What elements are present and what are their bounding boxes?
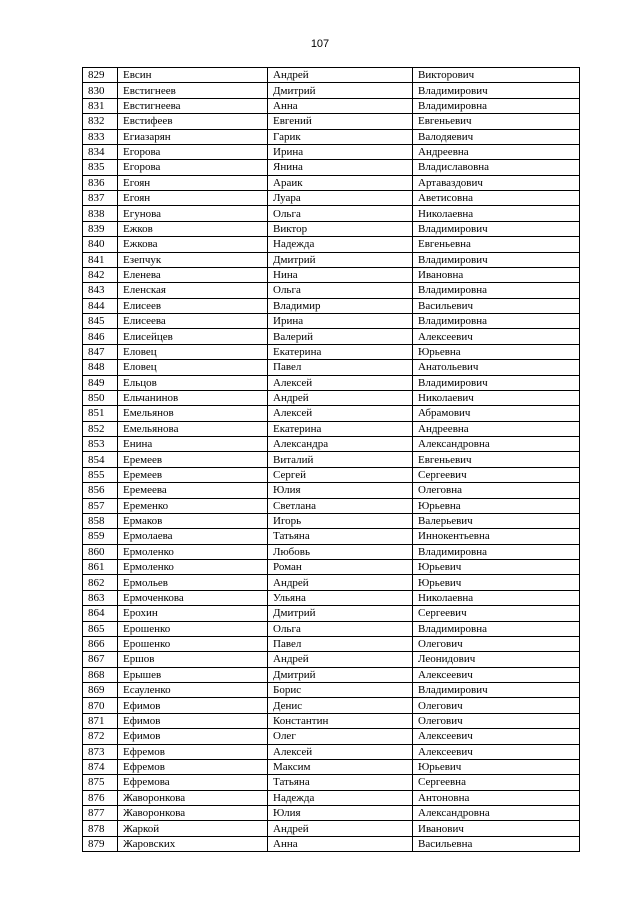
row-number-cell: 859 — [83, 529, 118, 544]
patronymic-cell: Владимирович — [413, 252, 580, 267]
row-number-cell: 832 — [83, 114, 118, 129]
last-name-cell: Егоян — [118, 175, 268, 190]
table-row — [83, 221, 580, 236]
row-number-cell: 865 — [83, 621, 118, 636]
table-row — [83, 360, 580, 375]
table-row — [83, 575, 580, 590]
row-number-cell: 862 — [83, 575, 118, 590]
patronymic-cell: Юрьевич — [413, 759, 580, 774]
patronymic-cell: Олеговна — [413, 483, 580, 498]
row-number-cell: 845 — [83, 314, 118, 329]
patronymic-cell: Владимировна — [413, 621, 580, 636]
row-number-cell: 852 — [83, 421, 118, 436]
last-name-cell: Елисеев — [118, 298, 268, 313]
first-name-cell: Евгений — [268, 114, 413, 129]
first-name-cell: Александра — [268, 437, 413, 452]
patronymic-cell: Артаваздович — [413, 175, 580, 190]
last-name-cell: Езепчук — [118, 252, 268, 267]
last-name-cell: Еловец — [118, 360, 268, 375]
table-row — [83, 252, 580, 267]
patronymic-cell: Ивановна — [413, 267, 580, 282]
table-row — [83, 452, 580, 467]
first-name-cell: Константин — [268, 713, 413, 728]
first-name-cell: Валерий — [268, 329, 413, 344]
last-name-cell: Еремеева — [118, 483, 268, 498]
patronymic-cell: Алексеевич — [413, 729, 580, 744]
last-name-cell: Есауленко — [118, 683, 268, 698]
row-number-cell: 873 — [83, 744, 118, 759]
first-name-cell: Татьяна — [268, 529, 413, 544]
last-name-cell: Ефремов — [118, 744, 268, 759]
table-row — [83, 544, 580, 559]
first-name-cell: Ирина — [268, 144, 413, 159]
patronymic-cell: Владимирович — [413, 375, 580, 390]
last-name-cell: Ермолаева — [118, 529, 268, 544]
patronymic-cell: Владимирович — [413, 221, 580, 236]
last-name-cell: Ермаков — [118, 513, 268, 528]
roster-table — [82, 67, 580, 852]
table-row — [83, 329, 580, 344]
first-name-cell: Владимир — [268, 298, 413, 313]
last-name-cell: Ерышев — [118, 667, 268, 682]
table-row — [83, 483, 580, 498]
first-name-cell: Павел — [268, 360, 413, 375]
last-name-cell: Ежкова — [118, 237, 268, 252]
last-name-cell: Ефимов — [118, 713, 268, 728]
last-name-cell: Ерохин — [118, 606, 268, 621]
patronymic-cell: Сергеевич — [413, 467, 580, 482]
last-name-cell: Енина — [118, 437, 268, 452]
row-number-cell: 843 — [83, 283, 118, 298]
patronymic-cell: Иванович — [413, 821, 580, 836]
first-name-cell: Алексей — [268, 375, 413, 390]
table-row — [83, 114, 580, 129]
table-row — [83, 698, 580, 713]
row-number-cell: 831 — [83, 98, 118, 113]
row-number-cell: 853 — [83, 437, 118, 452]
table-row — [83, 406, 580, 421]
patronymic-cell: Владимировна — [413, 98, 580, 113]
last-name-cell: Ермоленко — [118, 544, 268, 559]
patronymic-cell: Юрьевна — [413, 344, 580, 359]
last-name-cell: Ермольев — [118, 575, 268, 590]
patronymic-cell: Николаевна — [413, 206, 580, 221]
last-name-cell: Еленева — [118, 267, 268, 282]
first-name-cell: Ольга — [268, 621, 413, 636]
patronymic-cell: Леонидович — [413, 652, 580, 667]
patronymic-cell: Иннокентьевна — [413, 529, 580, 544]
table-row — [83, 129, 580, 144]
table-row — [83, 652, 580, 667]
row-number-cell: 876 — [83, 790, 118, 805]
patronymic-cell: Алексеевич — [413, 744, 580, 759]
table-row — [83, 729, 580, 744]
row-number-cell: 874 — [83, 759, 118, 774]
first-name-cell: Любовь — [268, 544, 413, 559]
last-name-cell: Емельянова — [118, 421, 268, 436]
patronymic-cell: Александровна — [413, 806, 580, 821]
last-name-cell: Жаворонкова — [118, 806, 268, 821]
table-row — [83, 98, 580, 113]
table-row — [83, 529, 580, 544]
table-row — [83, 175, 580, 190]
row-number-cell: 838 — [83, 206, 118, 221]
patronymic-cell: Евгеньевич — [413, 452, 580, 467]
table-row — [83, 160, 580, 175]
patronymic-cell: Алексеевич — [413, 667, 580, 682]
last-name-cell: Егоян — [118, 191, 268, 206]
last-name-cell: Егорова — [118, 160, 268, 175]
first-name-cell: Гарик — [268, 129, 413, 144]
last-name-cell: Еремеев — [118, 467, 268, 482]
row-number-cell: 868 — [83, 667, 118, 682]
table-row — [83, 390, 580, 405]
row-number-cell: 863 — [83, 590, 118, 605]
table-row — [83, 790, 580, 805]
table-row — [83, 467, 580, 482]
last-name-cell: Ефремов — [118, 759, 268, 774]
first-name-cell: Ирина — [268, 314, 413, 329]
patronymic-cell: Сергеевна — [413, 775, 580, 790]
table-row — [83, 606, 580, 621]
table-row — [83, 513, 580, 528]
first-name-cell: Виктор — [268, 221, 413, 236]
first-name-cell: Алексей — [268, 406, 413, 421]
first-name-cell: Игорь — [268, 513, 413, 528]
first-name-cell: Араик — [268, 175, 413, 190]
first-name-cell: Луара — [268, 191, 413, 206]
table-row — [83, 775, 580, 790]
row-number-cell: 851 — [83, 406, 118, 421]
first-name-cell: Дмитрий — [268, 606, 413, 621]
last-name-cell: Евсин — [118, 68, 268, 83]
patronymic-cell: Александровна — [413, 437, 580, 452]
last-name-cell: Ерошенко — [118, 636, 268, 651]
patronymic-cell: Андреевна — [413, 144, 580, 159]
patronymic-cell: Васильевна — [413, 836, 580, 851]
row-number-cell: 871 — [83, 713, 118, 728]
row-number-cell: 839 — [83, 221, 118, 236]
table-row — [83, 821, 580, 836]
first-name-cell: Ольга — [268, 206, 413, 221]
first-name-cell: Юлия — [268, 806, 413, 821]
last-name-cell: Емельянов — [118, 406, 268, 421]
first-name-cell: Ульяна — [268, 590, 413, 605]
table-row — [83, 759, 580, 774]
row-number-cell: 870 — [83, 698, 118, 713]
last-name-cell: Жаркой — [118, 821, 268, 836]
first-name-cell: Екатерина — [268, 421, 413, 436]
row-number-cell: 835 — [83, 160, 118, 175]
patronymic-cell: Алексеевич — [413, 329, 580, 344]
first-name-cell: Ольга — [268, 283, 413, 298]
patronymic-cell: Николаевна — [413, 590, 580, 605]
last-name-cell: Еленская — [118, 283, 268, 298]
first-name-cell: Максим — [268, 759, 413, 774]
last-name-cell: Еременко — [118, 498, 268, 513]
row-number-cell: 861 — [83, 560, 118, 575]
page-number: 107 — [310, 38, 330, 50]
first-name-cell: Олег — [268, 729, 413, 744]
row-number-cell: 830 — [83, 83, 118, 98]
row-number-cell: 855 — [83, 467, 118, 482]
patronymic-cell: Андреевна — [413, 421, 580, 436]
last-name-cell: Егунова — [118, 206, 268, 221]
patronymic-cell: Владиславовна — [413, 160, 580, 175]
row-number-cell: 879 — [83, 836, 118, 851]
row-number-cell: 854 — [83, 452, 118, 467]
patronymic-cell: Владимирович — [413, 683, 580, 698]
row-number-cell: 864 — [83, 606, 118, 621]
table-row — [83, 744, 580, 759]
row-number-cell: 846 — [83, 329, 118, 344]
patronymic-cell: Васильевич — [413, 298, 580, 313]
patronymic-cell: Юрьевич — [413, 560, 580, 575]
last-name-cell: Елисейцев — [118, 329, 268, 344]
patronymic-cell: Юрьевич — [413, 575, 580, 590]
patronymic-cell: Сергеевич — [413, 606, 580, 621]
patronymic-cell: Валерьевич — [413, 513, 580, 528]
table-row — [83, 806, 580, 821]
last-name-cell: Ельчанинов — [118, 390, 268, 405]
row-number-cell: 842 — [83, 267, 118, 282]
last-name-cell: Ефимов — [118, 698, 268, 713]
patronymic-cell: Олегович — [413, 713, 580, 728]
row-number-cell: 875 — [83, 775, 118, 790]
first-name-cell: Надежда — [268, 237, 413, 252]
first-name-cell: Татьяна — [268, 775, 413, 790]
first-name-cell: Роман — [268, 560, 413, 575]
row-number-cell: 829 — [83, 68, 118, 83]
first-name-cell: Павел — [268, 636, 413, 651]
row-number-cell: 833 — [83, 129, 118, 144]
patronymic-cell: Владимировна — [413, 544, 580, 559]
first-name-cell: Анна — [268, 98, 413, 113]
row-number-cell: 850 — [83, 390, 118, 405]
first-name-cell: Андрей — [268, 821, 413, 836]
table-row — [83, 683, 580, 698]
row-number-cell: 867 — [83, 652, 118, 667]
patronymic-cell: Антоновна — [413, 790, 580, 805]
row-number-cell: 844 — [83, 298, 118, 313]
table-row — [83, 83, 580, 98]
last-name-cell: Ефимов — [118, 729, 268, 744]
first-name-cell: Нина — [268, 267, 413, 282]
row-number-cell: 848 — [83, 360, 118, 375]
last-name-cell: Ермоленко — [118, 560, 268, 575]
patronymic-cell: Викторович — [413, 68, 580, 83]
table-row — [83, 636, 580, 651]
first-name-cell: Дмитрий — [268, 667, 413, 682]
patronymic-cell: Валодяевич — [413, 129, 580, 144]
table-row — [83, 421, 580, 436]
last-name-cell: Евстифеев — [118, 114, 268, 129]
patronymic-cell: Абрамович — [413, 406, 580, 421]
row-number-cell: 847 — [83, 344, 118, 359]
first-name-cell: Юлия — [268, 483, 413, 498]
row-number-cell: 840 — [83, 237, 118, 252]
patronymic-cell: Олегович — [413, 698, 580, 713]
last-name-cell: Ерошенко — [118, 621, 268, 636]
table-row — [83, 437, 580, 452]
row-number-cell: 877 — [83, 806, 118, 821]
last-name-cell: Ефремова — [118, 775, 268, 790]
table-row — [83, 144, 580, 159]
table-row — [83, 590, 580, 605]
patronymic-cell: Николаевич — [413, 390, 580, 405]
first-name-cell: Андрей — [268, 575, 413, 590]
first-name-cell: Борис — [268, 683, 413, 698]
row-number-cell: 841 — [83, 252, 118, 267]
row-number-cell: 849 — [83, 375, 118, 390]
last-name-cell: Ершов — [118, 652, 268, 667]
last-name-cell: Елисеева — [118, 314, 268, 329]
first-name-cell: Дмитрий — [268, 252, 413, 267]
row-number-cell: 834 — [83, 144, 118, 159]
last-name-cell: Ежков — [118, 221, 268, 236]
patronymic-cell: Анатольевич — [413, 360, 580, 375]
first-name-cell: Виталий — [268, 452, 413, 467]
first-name-cell: Андрей — [268, 652, 413, 667]
row-number-cell: 872 — [83, 729, 118, 744]
first-name-cell: Анна — [268, 836, 413, 851]
table-row — [83, 237, 580, 252]
row-number-cell: 866 — [83, 636, 118, 651]
table-row — [83, 298, 580, 313]
roster-body — [83, 68, 580, 852]
table-row — [83, 206, 580, 221]
table-row — [83, 283, 580, 298]
table-row — [83, 560, 580, 575]
row-number-cell: 869 — [83, 683, 118, 698]
last-name-cell: Егорова — [118, 144, 268, 159]
table-row — [83, 667, 580, 682]
last-name-cell: Ельцов — [118, 375, 268, 390]
first-name-cell: Алексей — [268, 744, 413, 759]
row-number-cell: 837 — [83, 191, 118, 206]
table-row — [83, 191, 580, 206]
first-name-cell: Сергей — [268, 467, 413, 482]
patronymic-cell: Владимировна — [413, 314, 580, 329]
last-name-cell: Жаровских — [118, 836, 268, 851]
row-number-cell: 856 — [83, 483, 118, 498]
patronymic-cell: Евгеньевна — [413, 237, 580, 252]
row-number-cell: 836 — [83, 175, 118, 190]
table-row — [83, 498, 580, 513]
table-row — [83, 836, 580, 851]
table-row — [83, 314, 580, 329]
table-row — [83, 344, 580, 359]
first-name-cell: Екатерина — [268, 344, 413, 359]
table-row — [83, 375, 580, 390]
patronymic-cell: Владимировна — [413, 283, 580, 298]
table-row — [83, 68, 580, 83]
last-name-cell: Ермоченкова — [118, 590, 268, 605]
row-number-cell: 878 — [83, 821, 118, 836]
patronymic-cell: Владимирович — [413, 83, 580, 98]
last-name-cell: Егиазарян — [118, 129, 268, 144]
row-number-cell: 860 — [83, 544, 118, 559]
first-name-cell: Андрей — [268, 68, 413, 83]
last-name-cell: Евстигнеев — [118, 83, 268, 98]
first-name-cell: Денис — [268, 698, 413, 713]
row-number-cell: 857 — [83, 498, 118, 513]
patronymic-cell: Евгеньевич — [413, 114, 580, 129]
first-name-cell: Андрей — [268, 390, 413, 405]
last-name-cell: Еремеев — [118, 452, 268, 467]
first-name-cell: Дмитрий — [268, 83, 413, 98]
last-name-cell: Еловец — [118, 344, 268, 359]
table-row — [83, 267, 580, 282]
last-name-cell: Евстигнеева — [118, 98, 268, 113]
first-name-cell: Янина — [268, 160, 413, 175]
patronymic-cell: Аветисовна — [413, 191, 580, 206]
first-name-cell: Надежда — [268, 790, 413, 805]
patronymic-cell: Олегович — [413, 636, 580, 651]
table-row — [83, 713, 580, 728]
last-name-cell: Жаворонкова — [118, 790, 268, 805]
table-row — [83, 621, 580, 636]
row-number-cell: 858 — [83, 513, 118, 528]
first-name-cell: Светлана — [268, 498, 413, 513]
patronymic-cell: Юрьевна — [413, 498, 580, 513]
